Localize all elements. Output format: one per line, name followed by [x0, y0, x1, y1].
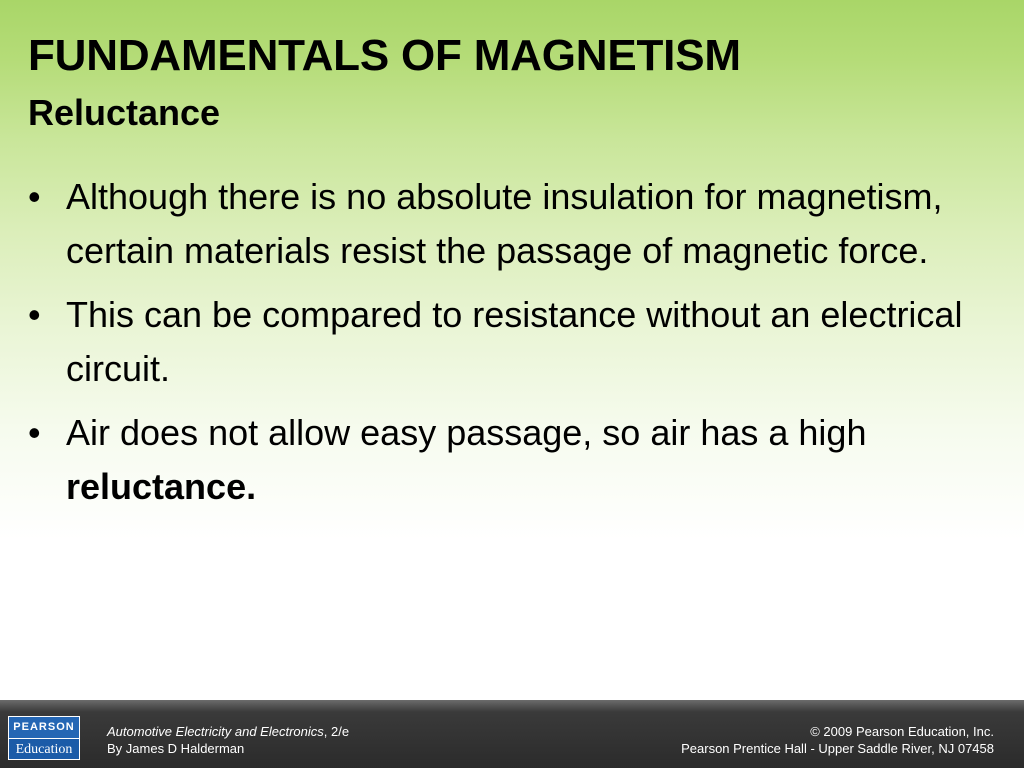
bullet-item: [28, 406, 998, 514]
bullet-text: Although there is no absolute insulation for magnetism, certain materials resist the passage of magnetic force.: [66, 176, 943, 271]
publisher-text: Pearson Prentice Hall - Upper Saddle River, NJ 07458: [681, 741, 994, 756]
logo-top-text: PEARSON: [9, 717, 79, 739]
pearson-education-logo: [8, 716, 80, 760]
footer-left: [107, 723, 349, 757]
bullet-text: This can be compared to resistance without an electrical circuit.: [66, 294, 963, 389]
book-edition: , 2/e: [323, 724, 350, 739]
bullet-item: [28, 170, 998, 278]
bullet-dot: •: [28, 176, 41, 217]
slide-subtitle: Reluctance: [28, 92, 221, 133]
bullet-dot: •: [28, 294, 41, 335]
bullet-text: Air does not allow easy passage, so air has a high: [66, 412, 867, 453]
bullet-bold-term: reluctance.: [66, 466, 257, 507]
footer-bar: [0, 700, 1024, 768]
bullet-item: [28, 288, 998, 396]
book-citation: [107, 723, 349, 740]
logo-bottom-text: Education: [15, 742, 73, 757]
bullet-list: [28, 170, 998, 524]
copyright-text: © 2009 Pearson Education, Inc.: [810, 724, 994, 739]
bullet-dot: •: [28, 412, 41, 453]
footer-right: [681, 723, 994, 757]
book-author: By James D Halderman: [107, 741, 245, 756]
slide-title: FUNDAMENTALS OF MAGNETISM: [28, 31, 741, 80]
book-title: Automotive Electricity and Electronics: [107, 724, 324, 739]
